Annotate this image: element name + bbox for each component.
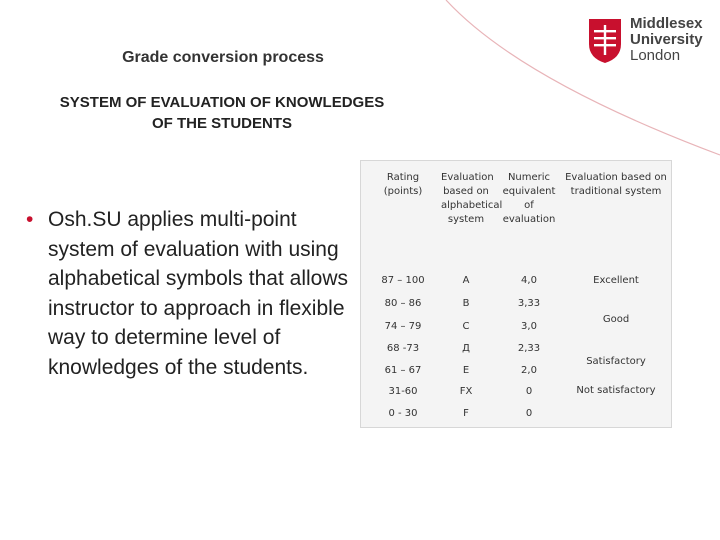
shield-logo-icon <box>588 18 622 64</box>
logo-line-3: London <box>630 47 681 64</box>
logo-line-2: University <box>630 31 703 48</box>
table-row-2-rating: 80 – 86 <box>384 298 422 309</box>
table-row-7-numeric: 0 <box>525 408 533 419</box>
table-row-6-rating: 31-60 <box>388 386 418 397</box>
grade-conversion-table <box>360 160 672 428</box>
slide-subtitle <box>12 92 432 134</box>
header-numeric: Numeric equivalent of evaluation <box>502 172 556 225</box>
table-row-1-rating: 87 – 100 <box>381 275 425 286</box>
bullet-point <box>26 205 356 382</box>
header-letter: Evaluation based on alphabetical system <box>441 172 503 225</box>
header-rating: Rating (points) <box>383 172 423 197</box>
traditional-good: Good <box>602 314 630 325</box>
table-row-5-rating: 61 – 67 <box>384 365 422 376</box>
subtitle-line-2: OF THE STUDENTS <box>151 115 292 132</box>
table-row-4-rating: 68 -73 <box>386 343 420 354</box>
logo-wordmark <box>630 16 703 64</box>
table-row-5-letter: E <box>462 365 470 376</box>
table-row-2-numeric: 3,33 <box>517 298 541 309</box>
bullet-marker: • <box>26 208 34 231</box>
table-row-4-letter: Д <box>462 343 470 354</box>
table-row-1-letter: A <box>462 275 470 286</box>
table-row-3-numeric: 3,0 <box>521 321 537 332</box>
table-row-7-letter: F <box>463 408 469 419</box>
subtitle-line-1: SYSTEM OF EVALUATION OF KNOWLEDGES <box>59 94 385 111</box>
table-row-6-letter: FX <box>459 386 473 397</box>
university-logo <box>588 16 708 66</box>
table-row-5-numeric: 2,0 <box>521 365 537 376</box>
slide-title: Grade conversion process <box>122 49 324 66</box>
table-row-6-numeric: 0 <box>525 386 533 397</box>
bullet-text: Osh.SU applies multi-point system of evaluation with using alphabetical symbols that allows instructor to approach in flexible way to determine level of knowledges of the students. <box>48 208 348 379</box>
table-row-1-numeric: 4,0 <box>521 275 537 286</box>
table-row-2-letter: B <box>462 298 470 309</box>
table-row-3-letter: C <box>462 321 470 332</box>
table-row-4-numeric: 2,33 <box>517 343 541 354</box>
traditional-excellent: Excellent <box>593 275 639 286</box>
logo-line-1: Middlesex <box>630 15 703 32</box>
table-row-7-rating: 0 - 30 <box>388 408 418 419</box>
traditional-satisfactory: Satisfactory <box>586 356 646 367</box>
traditional-not-satisfactory: Not satisfactory <box>576 385 656 396</box>
table-row-3-rating: 74 – 79 <box>384 321 422 332</box>
header-traditional: Evaluation based on traditional system <box>565 172 667 197</box>
